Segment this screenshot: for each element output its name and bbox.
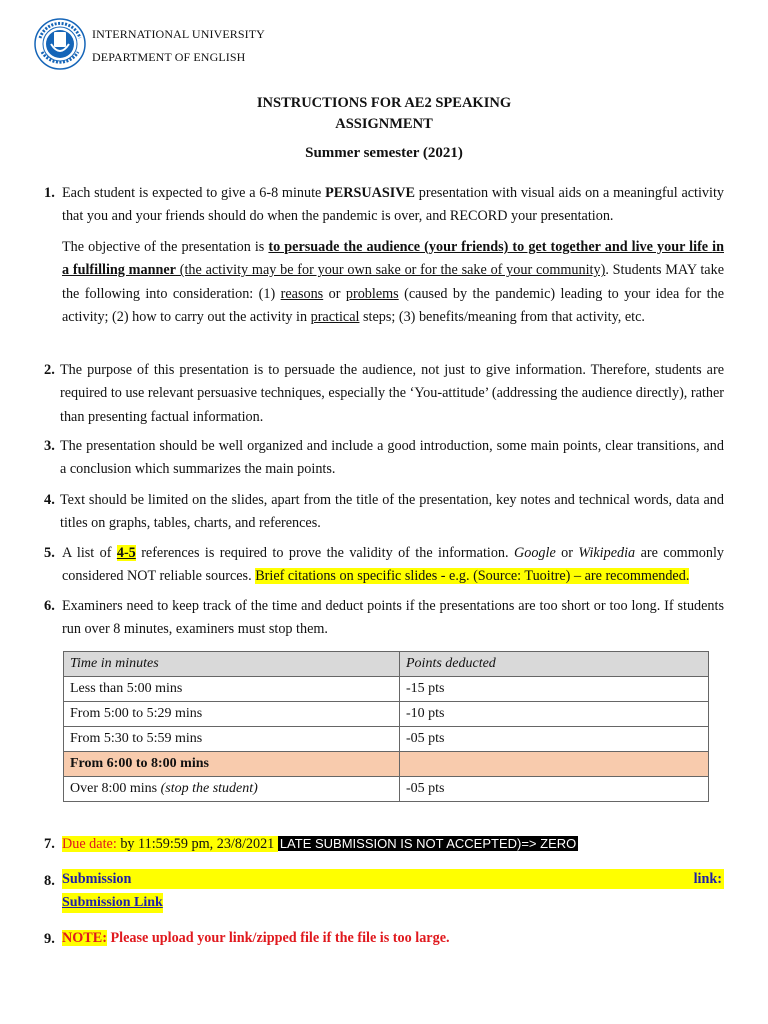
doc-title-line2: ASSIGNMENT xyxy=(335,116,433,132)
objective-paragraph: The objective of the presentation is to persuade the audience (your friends) to get together and live your life in a fulfilling manner (the activity may be for your own sake or for the sake of your community). Students MAY take the following into consideration: (1) reasons or problems (caused by the pandemic) leading to your idea for the activity; (2) how to carry out the activity in practical steps; (3) benefits/meaning from that activity, etc. xyxy=(62,239,725,326)
item-2: The purpose of this presentation is to persuade the audience, not just to give information. Therefore, students are required to use relevant persuasive techniques, especially the ‘You-attitude’ (addressing the audience directly), rather than presenting factual information. xyxy=(60,362,724,425)
table-header-points: Points deducted xyxy=(400,652,709,677)
item-5: A list of 4-5 references is required to prove the validity of the information. Google or Wikipedia are commonly considered NOT reliable sources. Brief citations on specific slides - e.g. (Source: Tuoitre) – are recommended. xyxy=(62,545,724,585)
table-header-row xyxy=(64,652,709,677)
table-cell-points xyxy=(400,752,709,777)
item-number: 9. xyxy=(44,931,55,947)
semester: Summer semester (2021) xyxy=(305,145,463,161)
table-cell-points: -15 pts xyxy=(400,677,709,702)
table-row-no-deduction xyxy=(64,752,709,777)
late-submission-notice: LATE SUBMISSION IS NOT ACCEPTED)=> ZERO xyxy=(279,836,577,851)
item-number: 7. xyxy=(44,836,55,852)
item-6: Examiners need to keep track of the time and deduct points if the presentations are too short or too long. If students run over 8 minutes, examiners must stop them. xyxy=(62,598,724,638)
university-logo xyxy=(34,18,86,70)
department-name: DEPARTMENT OF ENGLISH xyxy=(92,50,246,64)
table-cell-points: -05 pts xyxy=(400,727,709,752)
item-1: Each student is expected to give a 6-8 minute PERSUASIVE presentation with visual aids on a meaningful activity that you and your friends should do when the pandemic is over, and RECORD your presentation. xyxy=(62,185,725,225)
table-cell-time: From 5:30 to 5:59 mins xyxy=(64,727,400,752)
item-9-note: NOTE: Please upload your link/zipped file if the file is too large. xyxy=(62,930,450,946)
item-number: 4. xyxy=(44,492,55,508)
item-number: 5. xyxy=(44,545,55,561)
item-number: 2. xyxy=(44,362,55,378)
item-number: 8. xyxy=(44,873,55,889)
submission-link[interactable]: Submission Link xyxy=(62,893,163,913)
table-row xyxy=(64,727,709,752)
table-cell-time: Less than 5:00 mins xyxy=(64,677,400,702)
table-cell-time: From 5:00 to 5:29 mins xyxy=(64,702,400,727)
table-row xyxy=(64,702,709,727)
table-header-time: Time in minutes xyxy=(64,652,400,677)
deduction-table xyxy=(63,651,709,802)
doc-title-line1: INSTRUCTIONS FOR AE2 SPEAKING xyxy=(256,95,512,111)
item-8-submission: Submission link: xyxy=(62,871,722,887)
item-number: 3. xyxy=(44,438,55,454)
table-cell-time: Over 8:00 mins (stop the student) xyxy=(64,777,400,802)
item-3: The presentation should be well organized and include a good introduction, some main points, clear transitions, and a conclusion which summarizes the main points. xyxy=(60,438,724,478)
university-name: INTERNATIONAL UNIVERSITY xyxy=(92,27,265,41)
table-row xyxy=(64,677,709,702)
table-cell-time: From 6:00 to 8:00 mins xyxy=(64,752,400,777)
item-7-due-date: Due date: by 11:59:59 pm, 23/8/2021 LATE SUBMISSION IS NOT ACCEPTED)=> ZERO xyxy=(62,836,577,852)
table-row xyxy=(64,777,709,802)
item-4: Text should be limited on the slides, apart from the title of the presentation, key notes and technical words, data and titles on graphs, tables, charts, and references. xyxy=(60,492,724,532)
item-number: 6. xyxy=(44,598,55,614)
table-cell-points: -05 pts xyxy=(400,777,709,802)
item-number: 1. xyxy=(44,185,55,201)
table-cell-points: -10 pts xyxy=(400,702,709,727)
